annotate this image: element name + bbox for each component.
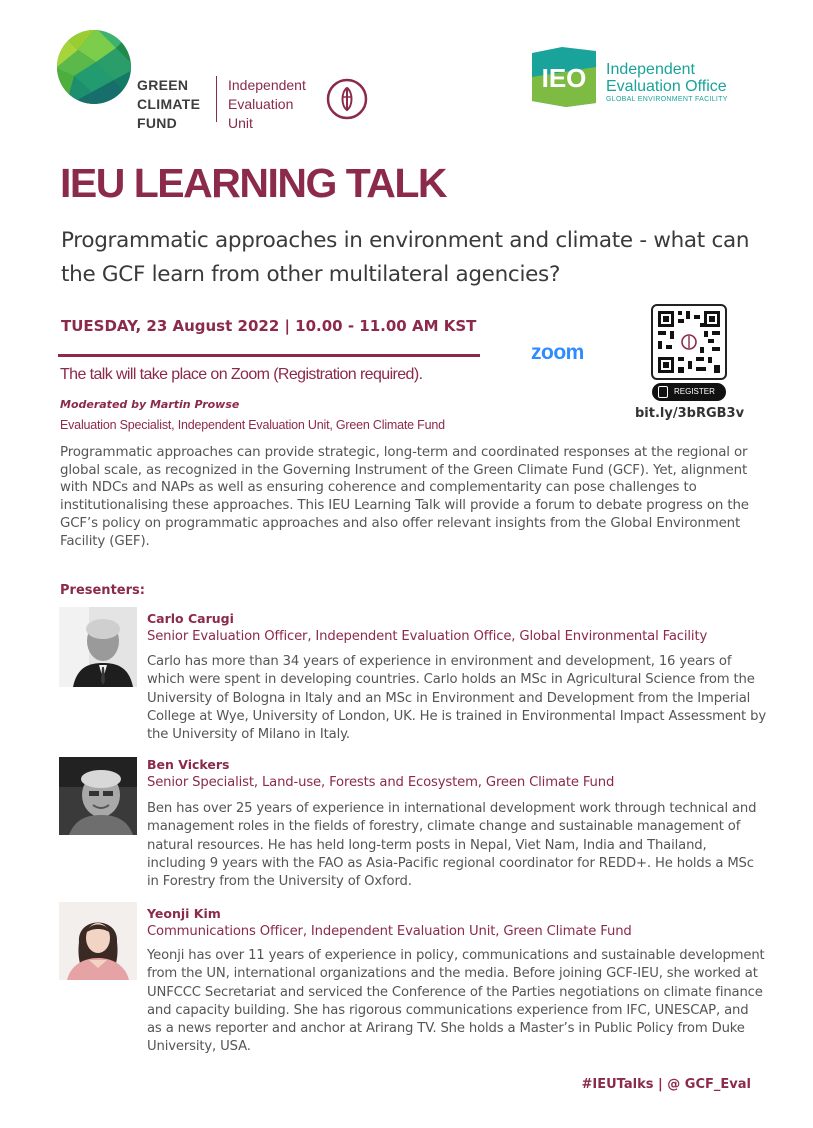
- moderator-role: Evaluation Specialist, Independent Evaluation Unit, Green Climate Fund: [60, 418, 445, 432]
- registration-link[interactable]: bit.ly/3bRGB3v: [635, 406, 745, 421]
- presenter-role: Senior Evaluation Officer, Independent Evaluation Office, Global Environmental Facility: [147, 629, 708, 644]
- presenter-bio: Yeonji has over 11 years of experience in policy, communications and sustainable development from the UN, international organizations and the media. Before joining GCF-IEU, she worked at UNFCCC Secretariat and serviced the Conference of the Parties negotiations on climate finance and capacity building. She has rigorous communications experience from IFC, UNESCAP, and as a news reporter and anchor at Arirang TV. She holds a Master’s in Public Policy from Duke University, USA.: [147, 948, 765, 1055]
- ieu-seal-icon: [326, 78, 368, 120]
- ieo-line-1: Independent: [606, 61, 695, 78]
- event-title: IEU LEARNING TALK: [60, 160, 447, 206]
- logo-divider: [216, 76, 217, 122]
- ieo-line-2: Evaluation Office: [606, 78, 727, 95]
- gcf-wordmark: [137, 76, 200, 133]
- presenter-photo-ben: [59, 757, 137, 835]
- event-date: TUESDAY, 23 August 2022 | 10.00 - 11.00 AM KST: [61, 317, 477, 335]
- footer-hashtags[interactable]: #IEUTalks | @ GCF_Eval: [581, 1077, 751, 1092]
- presenters-heading: Presenters:: [60, 583, 145, 598]
- presenter-photo-carlo: [59, 607, 137, 687]
- presenter-role: Communications Officer, Independent Evaluation Unit, Green Climate Fund: [147, 924, 632, 939]
- title-rule: [58, 354, 480, 357]
- ieo-badge-text: IEO: [541, 63, 587, 93]
- zoom-logo: zoom: [531, 341, 584, 364]
- ieu-word-3: Unit: [228, 115, 253, 131]
- presenter-name: Yeonji Kim: [147, 906, 221, 921]
- gcf-globe-logo: [56, 28, 136, 106]
- ieu-word-1: Independent: [228, 77, 306, 93]
- ieo-badge-logo: [532, 47, 596, 107]
- register-button[interactable]: [652, 383, 726, 401]
- zoom-registration-note: The talk will take place on Zoom (Registration required).: [60, 366, 423, 383]
- presenter-name: Ben Vickers: [147, 757, 230, 772]
- gcf-word-2: CLIMATE: [137, 96, 201, 112]
- presenter-role: Senior Specialist, Land-use, Forests and Ecosystem, Green Climate Fund: [147, 775, 615, 790]
- event-subtitle: Programmatic approaches in environment and climate - what can the GCF learn from other multilateral agencies?: [61, 228, 750, 287]
- moderator-name: Moderated by Martin Prowse: [60, 398, 240, 411]
- gcf-word-3: FUND: [137, 115, 178, 131]
- ieo-line-3: GLOBAL ENVIRONMENT FACILITY: [606, 96, 728, 103]
- qr-code[interactable]: [651, 304, 727, 380]
- presenter-bio: Carlo has more than 34 years of experience in environment and development, 16 years of which were spent in developing countries. Carlo holds an MSc in Agricultural Science from the University of Bologna in Italy and an MSc in Environment and Development from the Imperial College at Wye, University of London, UK. He is trained in Environmental Impact Assessment by the University of Milano in Italy.: [147, 654, 766, 743]
- presenter-name: Carlo Carugi: [147, 611, 234, 626]
- presenter-bio: Ben has over 25 years of experience in international development work through technical and management roles in the fields of forestry, climate change and sustainable management of natural resources. He has held long-term posts in Nepal, Viet Nam, India and Thailand, including 9 years with the FAO as Asia-Pacific regional coordinator for REDD+. He holds a MSc in Forestry from the University of Oxford.: [147, 801, 757, 890]
- event-description: Programmatic approaches can provide strategic, long-term and coordinated responses at the regional or global scale, as recognized in the Governing Instrument of the Green Climate Fund (GCF). Yet, alignment with NDCs and NAPs as well as ensuring coherence and complementarity can pose challenges to institutionalising these approaches. This IEU Learning Talk will provide a forum to debate progress on the GCF’s policy on programmatic approaches and also offer relevant insights from the Global Environment Facility (GEF).: [60, 445, 749, 549]
- phone-icon: [658, 386, 668, 398]
- ieo-wordmark: [606, 61, 728, 105]
- presenter-photo-yeonji: [59, 902, 137, 980]
- ieu-wordmark: [228, 76, 306, 133]
- ieu-word-2: Evaluation: [228, 96, 294, 112]
- gcf-word-1: GREEN: [137, 77, 189, 93]
- register-label: REGISTER: [674, 387, 715, 396]
